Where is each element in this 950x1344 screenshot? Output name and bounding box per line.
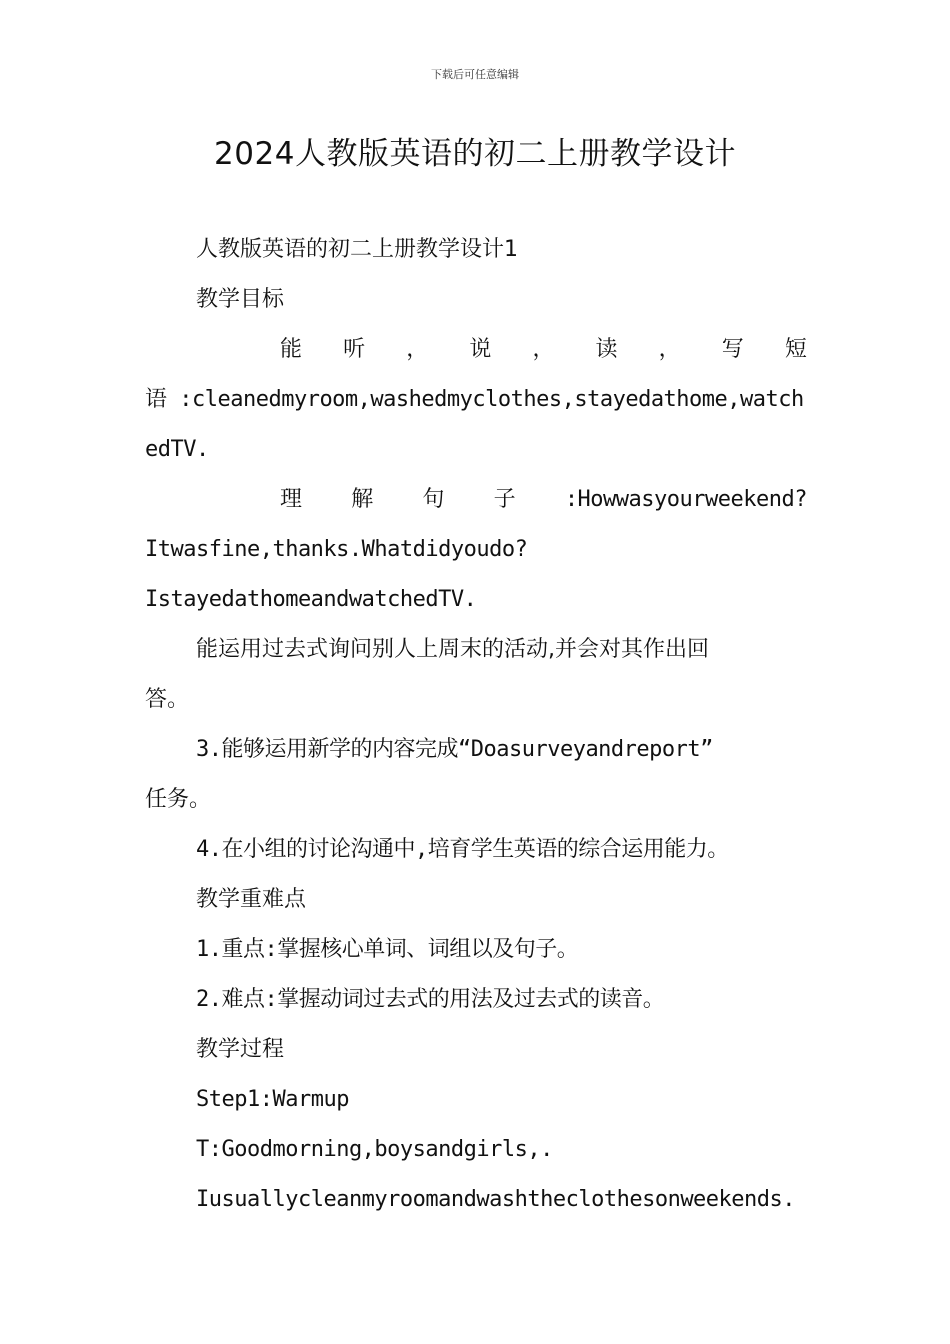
goal1-char: 写 [721,337,744,362]
goal2-line1 [280,485,807,515]
keypoint-2: 2.难点:掌握动词过去式的用法及过去式的读音。 [196,987,665,1012]
goal5-line: 4.在小组的讨论沟通中,培育学生英语的综合运用能力。 [196,837,729,862]
goal3-line2: 答。 [145,687,190,712]
goal2-char: 句 [422,487,445,512]
goal1-char: ， [532,337,555,362]
goal2-char: 理 [280,487,303,512]
goal1-line1 [280,335,807,365]
section-heading: 人教版英语的初二上册教学设计1 [196,237,518,262]
step1-heading: Step1:Warmup [196,1087,349,1112]
goal3-line1: 能运用过去式询问别人上周末的活动,并会对其作出回 [196,637,709,662]
goal2-line2: Itwasfine,thanks.Whatdidyoudo? [145,537,528,562]
goal1-char: 听 [343,337,366,362]
header-note: 下载后可任意编辑 [431,68,519,81]
goal2-char: 子 [493,487,516,512]
goal1-char: 能 [280,337,303,362]
dialogue-line-2: Iusuallycleanmyroomandwashtheclothesonweekends. [196,1187,796,1212]
document-title: 2024人教版英语的初二上册教学设计 [214,136,736,172]
dialogue-line-1: T:Goodmorning,boysandgirls,. [196,1137,553,1162]
goal4-line2: 任务。 [145,787,212,812]
goals-heading: 教学目标 [196,287,285,312]
goal1-char: 读 [595,337,618,362]
goal1-line2: 语 :cleanedmyroom,washedmyclothes,stayedathome,watch [145,387,804,412]
goal4-line1: 3.能够运用新学的内容完成“Doasurveyandreport” [196,737,713,762]
goal1-char: 说 [469,337,492,362]
goal1-char: ， [406,337,429,362]
process-heading: 教学过程 [196,1037,285,1062]
goal2-char: 解 [351,487,374,512]
goal1-char: 短 [784,337,807,362]
keypoints-heading: 教学重难点 [196,887,307,912]
goal2-tail: :Howwasyourweekend? [564,487,807,512]
goal2-line3: IstayedathomeandwatchedTV. [145,587,477,612]
keypoint-1: 1.重点:掌握核心单词、词组以及句子。 [196,937,579,962]
goal1-char: ， [658,337,681,362]
goal1-line3: edTV. [145,437,209,462]
